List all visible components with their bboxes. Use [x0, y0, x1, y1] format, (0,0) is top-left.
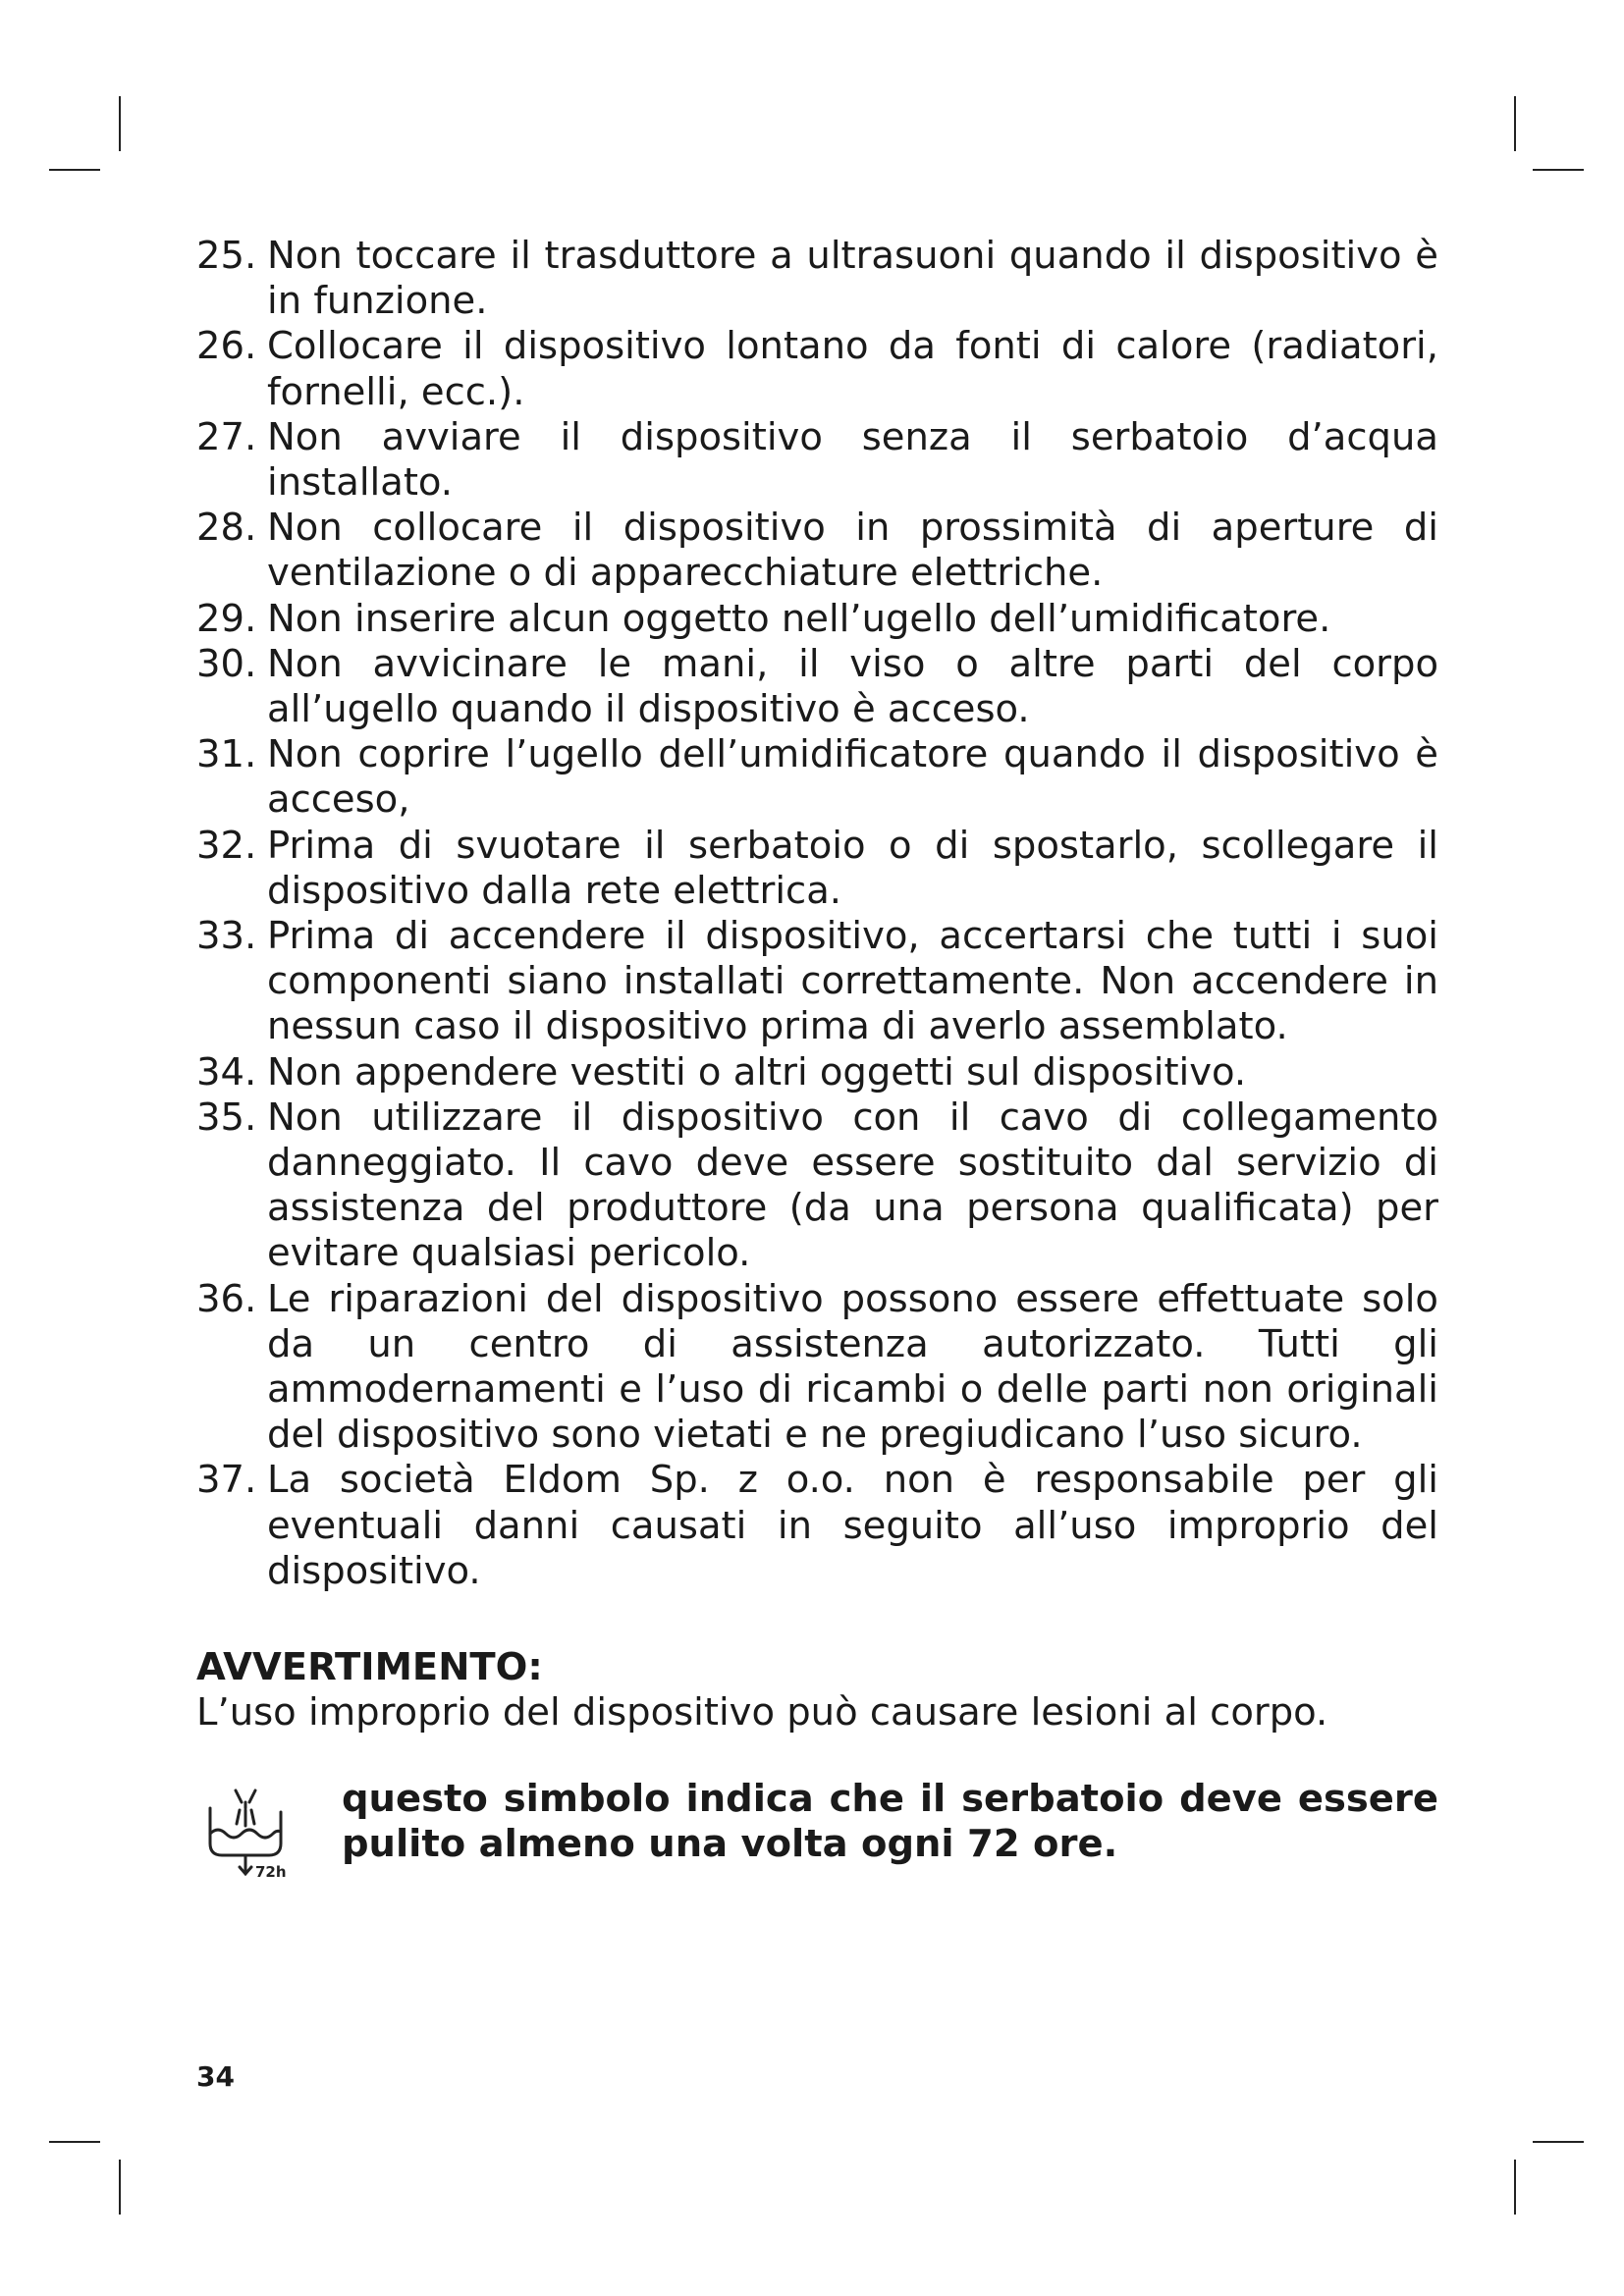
list-item: [196, 506, 1438, 596]
list-item: [196, 1050, 1438, 1095]
item-number: 37.: [196, 1458, 257, 1503]
crop-mark: [49, 2141, 100, 2143]
list-item: [196, 1458, 1438, 1594]
item-text: Prima di svuotare il serbatoio o di spostarlo, scollegare il dispositivo dalla rete elettrica.: [267, 823, 1438, 913]
item-number: 36.: [196, 1276, 257, 1321]
crop-mark: [1514, 96, 1516, 151]
list-item: [196, 324, 1438, 414]
item-number: 31.: [196, 732, 257, 777]
item-text: Non collocare il dispositivo in prossimità di aperture di ventilazione o di apparecchiature elettriche.: [267, 506, 1438, 596]
item-number: 26.: [196, 324, 257, 369]
warning-heading: AVVERTIMENTO:: [196, 1645, 543, 1690]
crop-mark: [1514, 2160, 1516, 2215]
list-item: [196, 914, 1438, 1050]
list-item: [196, 1095, 1438, 1277]
tank-cleaning-72h-icon: [196, 1783, 295, 1881]
item-number: 27.: [196, 414, 257, 459]
crop-mark: [1533, 169, 1584, 171]
item-text: Non utilizzare il dispositivo con il cavo di collegamento danneggiato. Il cavo deve essere sostituito dal servizio di assistenza del produttore (da una persona qualificata) per evitare qualsiasi pericolo.: [267, 1095, 1438, 1276]
page-number: 34: [196, 2060, 235, 2093]
item-text: Non avvicinare le mani, il viso o altre parti del corpo all’ugello quando il dispositivo è acceso.: [267, 641, 1438, 732]
list-item: [196, 732, 1438, 823]
crop-mark: [119, 2160, 121, 2215]
crop-mark: [1533, 2141, 1584, 2143]
list-item: [196, 234, 1438, 324]
symbol-note: [196, 1777, 1438, 1881]
list-item: [196, 597, 1438, 642]
crop-mark: [49, 169, 100, 171]
icon-label: 72h: [255, 1863, 287, 1882]
item-number: 28.: [196, 506, 257, 551]
item-number: 25.: [196, 234, 257, 278]
item-number: 33.: [196, 914, 257, 959]
item-text: Non coprire l’ugello dell’umidificatore quando il dispositivo è acceso,: [267, 732, 1438, 823]
item-text: La società Eldom Sp. z o.o. non è responsabile per gli eventuali danni causati in seguito all’uso improprio del dispositivo.: [267, 1458, 1438, 1593]
item-text: Non appendere vestiti o altri oggetti sul dispositivo.: [267, 1049, 1247, 1095]
item-number: 35.: [196, 1095, 257, 1140]
symbol-description: questo simbolo indica che il serbatoio deve essere pulito almeno una volta ogni 72 ore.: [342, 1777, 1438, 1867]
item-number: 29.: [196, 596, 257, 641]
list-item: [196, 415, 1438, 506]
crop-mark: [119, 96, 121, 151]
item-text: Non avviare il dispositivo senza il serbatoio d’acqua installato.: [267, 414, 1438, 506]
item-number: 34.: [196, 1049, 257, 1095]
item-text: Non toccare il trasduttore a ultrasuoni quando il dispositivo è in funzione.: [267, 234, 1438, 324]
list-item: [196, 824, 1438, 914]
item-number: 32.: [196, 823, 257, 868]
list-item: [196, 1277, 1438, 1459]
warning-text: L’uso improprio del dispositivo può causare lesioni al corpo.: [196, 1690, 1328, 1735]
item-number: 30.: [196, 641, 257, 686]
safety-instructions-list: [196, 234, 1438, 1594]
item-text: Prima di accendere il dispositivo, accertarsi che tutti i suoi componenti siano installati correttamente. Non accendere in nessun caso il dispositivo prima di averlo assemblato.: [267, 914, 1438, 1049]
item-text: Collocare il dispositivo lontano da fonti di calore (radiatori, fornelli, ecc.).: [267, 324, 1438, 414]
item-text: Le riparazioni del dispositivo possono essere effettuate solo da un centro di assistenza autorizzato. Tutti gli ammodernamenti e l’uso di ricambi o delle parti non originali del dispositivo sono vietati e ne pregiudicano l’uso sicuro.: [267, 1276, 1438, 1458]
item-text: Non inserire alcun oggetto nell’ugello dell’umidificatore.: [267, 596, 1331, 641]
list-item: [196, 642, 1438, 732]
page-content: [196, 234, 1438, 1881]
